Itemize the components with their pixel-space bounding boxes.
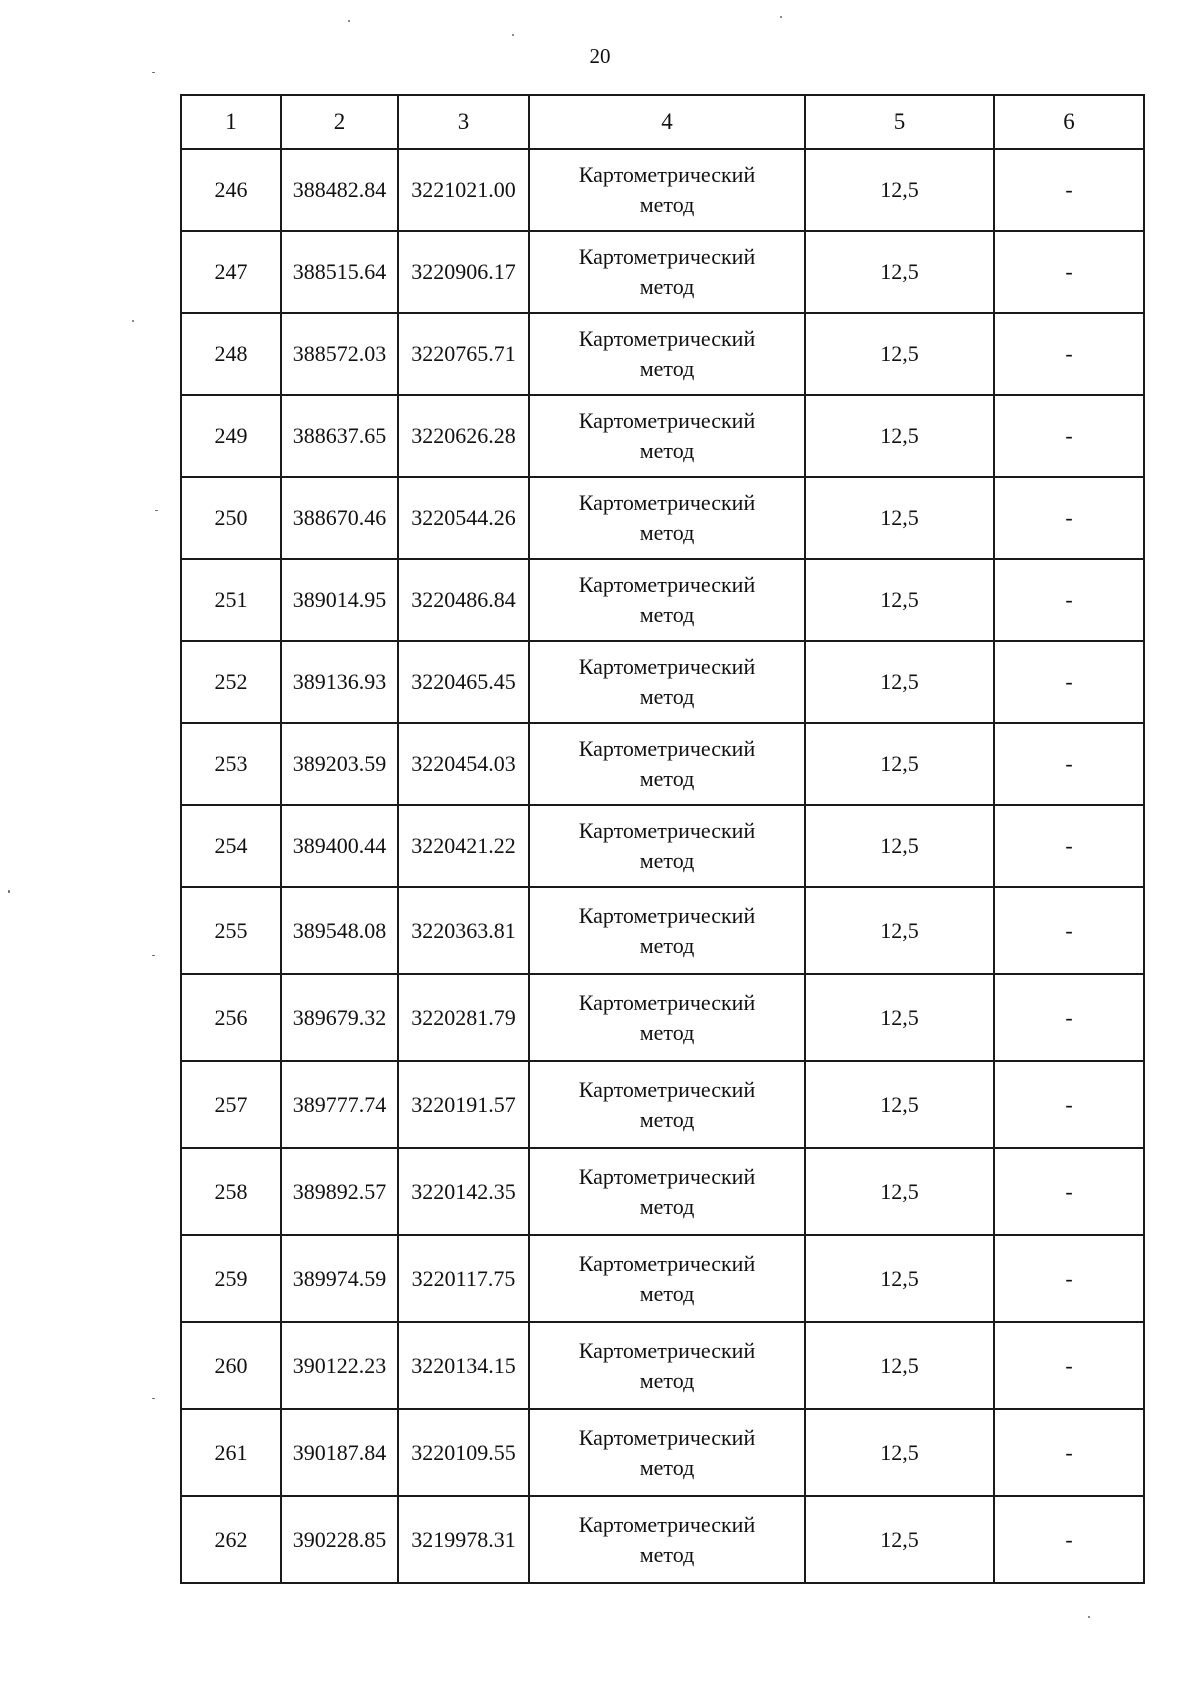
point-number-cell: 261 [181,1409,281,1496]
y-coordinate-cell: 3220109.55 [398,1409,529,1496]
method-line-2: метод [639,1019,695,1045]
method-line-1: Картометрический [578,654,756,679]
header-row [181,95,1144,149]
y-coordinate-cell: 3220765.71 [398,313,529,395]
accuracy-cell: 12,5 [805,641,994,723]
method-line-1: Картометрический [578,490,756,515]
x-coordinate-cell: 390122.23 [281,1322,398,1409]
method-cell [529,641,805,723]
scan-speck [132,320,134,322]
method-cell [529,1235,805,1322]
method-line-1: Картометрический [578,736,756,761]
method-cell [529,887,805,974]
scan-speck [780,16,782,18]
method-cell [529,1148,805,1235]
method-line-1: Картометрический [578,572,756,597]
method-line-2: метод [639,766,695,791]
method-line-1: Картометрический [578,1163,756,1189]
method-line-1: Картометрический [578,1076,756,1102]
header-col-3: 3 [398,95,529,149]
method-line-1: Картометрический [578,1250,756,1276]
note-cell: - [994,723,1144,805]
method-cell [529,313,805,395]
point-number-cell: 246 [181,149,281,231]
y-coordinate-cell: 3220117.75 [398,1235,529,1322]
method-line-1: Картометрический [578,408,756,433]
method-line-2: метод [639,356,695,381]
y-coordinate-cell: 3220906.17 [398,231,529,313]
method-line-2: метод [639,1106,695,1132]
method-cell [529,559,805,641]
table-row [181,723,1144,805]
method-line-2: метод [639,848,695,873]
point-number-cell: 256 [181,974,281,1061]
table-row [181,1235,1144,1322]
scan-speck [512,34,514,36]
note-cell: - [994,805,1144,887]
header-col-5: 5 [805,95,994,149]
scan-speck [152,1398,155,1399]
method-cell [529,1322,805,1409]
accuracy-cell: 12,5 [805,805,994,887]
scan-speck [152,72,155,73]
table-row [181,149,1144,231]
accuracy-cell: 12,5 [805,887,994,974]
table-row [181,313,1144,395]
method-line-2: метод [639,274,695,299]
accuracy-cell: 12,5 [805,559,994,641]
accuracy-cell: 12,5 [805,1409,994,1496]
accuracy-cell: 12,5 [805,1496,994,1583]
x-coordinate-cell: 389203.59 [281,723,398,805]
method-cell [529,974,805,1061]
method-line-2: метод [639,438,695,463]
page-number: 20 [589,44,611,68]
note-cell: - [994,1322,1144,1409]
y-coordinate-cell: 3220486.84 [398,559,529,641]
note-cell: - [994,1235,1144,1322]
y-coordinate-cell: 3220363.81 [398,887,529,974]
coordinates-table [180,94,1145,1584]
method-cell [529,477,805,559]
point-number-cell: 247 [181,231,281,313]
accuracy-cell: 12,5 [805,149,994,231]
y-coordinate-cell: 3220465.45 [398,641,529,723]
table-row [181,805,1144,887]
method-line-2: метод [639,684,695,709]
header-col-1: 1 [181,95,281,149]
method-line-2: метод [639,192,695,217]
method-line-1: Картометрический [578,326,756,351]
method-line-1: Картометрический [578,989,756,1015]
table-row [181,395,1144,477]
x-coordinate-cell: 389548.08 [281,887,398,974]
header-col-2: 2 [281,95,398,149]
x-coordinate-cell: 389014.95 [281,559,398,641]
accuracy-cell: 12,5 [805,974,994,1061]
header-col-4: 4 [529,95,805,149]
accuracy-cell: 12,5 [805,1148,994,1235]
table-row [181,1148,1144,1235]
x-coordinate-cell: 388515.64 [281,231,398,313]
accuracy-cell: 12,5 [805,395,994,477]
y-coordinate-cell: 3221021.00 [398,149,529,231]
note-cell: - [994,149,1144,231]
y-coordinate-cell: 3220142.35 [398,1148,529,1235]
method-line-1: Картометрический [578,1511,756,1537]
x-coordinate-cell: 389400.44 [281,805,398,887]
method-line-1: Картометрический [578,902,756,928]
y-coordinate-cell: 3220134.15 [398,1322,529,1409]
table-row [181,641,1144,723]
method-line-2: метод [639,1193,695,1219]
scan-speck [348,20,350,22]
y-coordinate-cell: 3220454.03 [398,723,529,805]
method-cell [529,723,805,805]
table-row [181,1061,1144,1148]
method-cell [529,1496,805,1583]
accuracy-cell: 12,5 [805,477,994,559]
note-cell: - [994,641,1144,723]
note-cell: - [994,395,1144,477]
table-row [181,559,1144,641]
scan-speck [1088,1616,1090,1618]
scan-speck [152,955,155,956]
x-coordinate-cell: 388572.03 [281,313,398,395]
method-line-2: метод [639,520,695,545]
x-coordinate-cell: 388637.65 [281,395,398,477]
method-line-2: метод [639,1454,695,1480]
method-cell [529,149,805,231]
point-number-cell: 251 [181,559,281,641]
method-line-1: Картометрический [578,1337,756,1363]
note-cell: - [994,1496,1144,1583]
method-line-2: метод [639,1541,695,1567]
y-coordinate-cell: 3220281.79 [398,974,529,1061]
method-line-2: метод [639,1367,695,1393]
note-cell: - [994,1061,1144,1148]
note-cell: - [994,1148,1144,1235]
table-row [181,1322,1144,1409]
method-line-1: Картометрический [578,244,756,269]
method-line-2: метод [639,602,695,627]
table-row [181,1409,1144,1496]
x-coordinate-cell: 389892.57 [281,1148,398,1235]
table-row [181,231,1144,313]
point-number-cell: 260 [181,1322,281,1409]
method-cell [529,395,805,477]
x-coordinate-cell: 389777.74 [281,1061,398,1148]
x-coordinate-cell: 390187.84 [281,1409,398,1496]
point-number-cell: 259 [181,1235,281,1322]
note-cell: - [994,1409,1144,1496]
header-col-6: 6 [994,95,1144,149]
table-row [181,477,1144,559]
accuracy-cell: 12,5 [805,1322,994,1409]
note-cell: - [994,559,1144,641]
y-coordinate-cell: 3220544.26 [398,477,529,559]
note-cell: - [994,313,1144,395]
accuracy-cell: 12,5 [805,1061,994,1148]
x-coordinate-cell: 390228.85 [281,1496,398,1583]
accuracy-cell: 12,5 [805,723,994,805]
point-number-cell: 250 [181,477,281,559]
y-coordinate-cell: 3220421.22 [398,805,529,887]
point-number-cell: 255 [181,887,281,974]
point-number-cell: 257 [181,1061,281,1148]
point-number-cell: 258 [181,1148,281,1235]
accuracy-cell: 12,5 [805,313,994,395]
method-cell [529,1061,805,1148]
y-coordinate-cell: 3220626.28 [398,395,529,477]
y-coordinate-cell: 3219978.31 [398,1496,529,1583]
note-cell: - [994,887,1144,974]
method-cell [529,1409,805,1496]
point-number-cell: 254 [181,805,281,887]
table-body [181,149,1144,1583]
point-number-cell: 253 [181,723,281,805]
note-cell: - [994,231,1144,313]
y-coordinate-cell: 3220191.57 [398,1061,529,1148]
point-number-cell: 249 [181,395,281,477]
method-line-1: Картометрический [578,818,756,843]
method-line-2: метод [639,932,695,958]
x-coordinate-cell: 389136.93 [281,641,398,723]
x-coordinate-cell: 389679.32 [281,974,398,1061]
method-cell [529,805,805,887]
method-line-1: Картометрический [578,162,756,187]
scan-speck [8,890,10,893]
x-coordinate-cell: 388482.84 [281,149,398,231]
method-cell [529,231,805,313]
x-coordinate-cell: 388670.46 [281,477,398,559]
scan-speck [155,510,158,511]
accuracy-cell: 12,5 [805,231,994,313]
x-coordinate-cell: 389974.59 [281,1235,398,1322]
table-row [181,1496,1144,1583]
note-cell: - [994,974,1144,1061]
accuracy-cell: 12,5 [805,1235,994,1322]
point-number-cell: 262 [181,1496,281,1583]
table-row [181,887,1144,974]
table-row [181,974,1144,1061]
method-line-2: метод [639,1280,695,1306]
point-number-cell: 252 [181,641,281,723]
note-cell: - [994,477,1144,559]
method-line-1: Картометрический [578,1424,756,1450]
point-number-cell: 248 [181,313,281,395]
